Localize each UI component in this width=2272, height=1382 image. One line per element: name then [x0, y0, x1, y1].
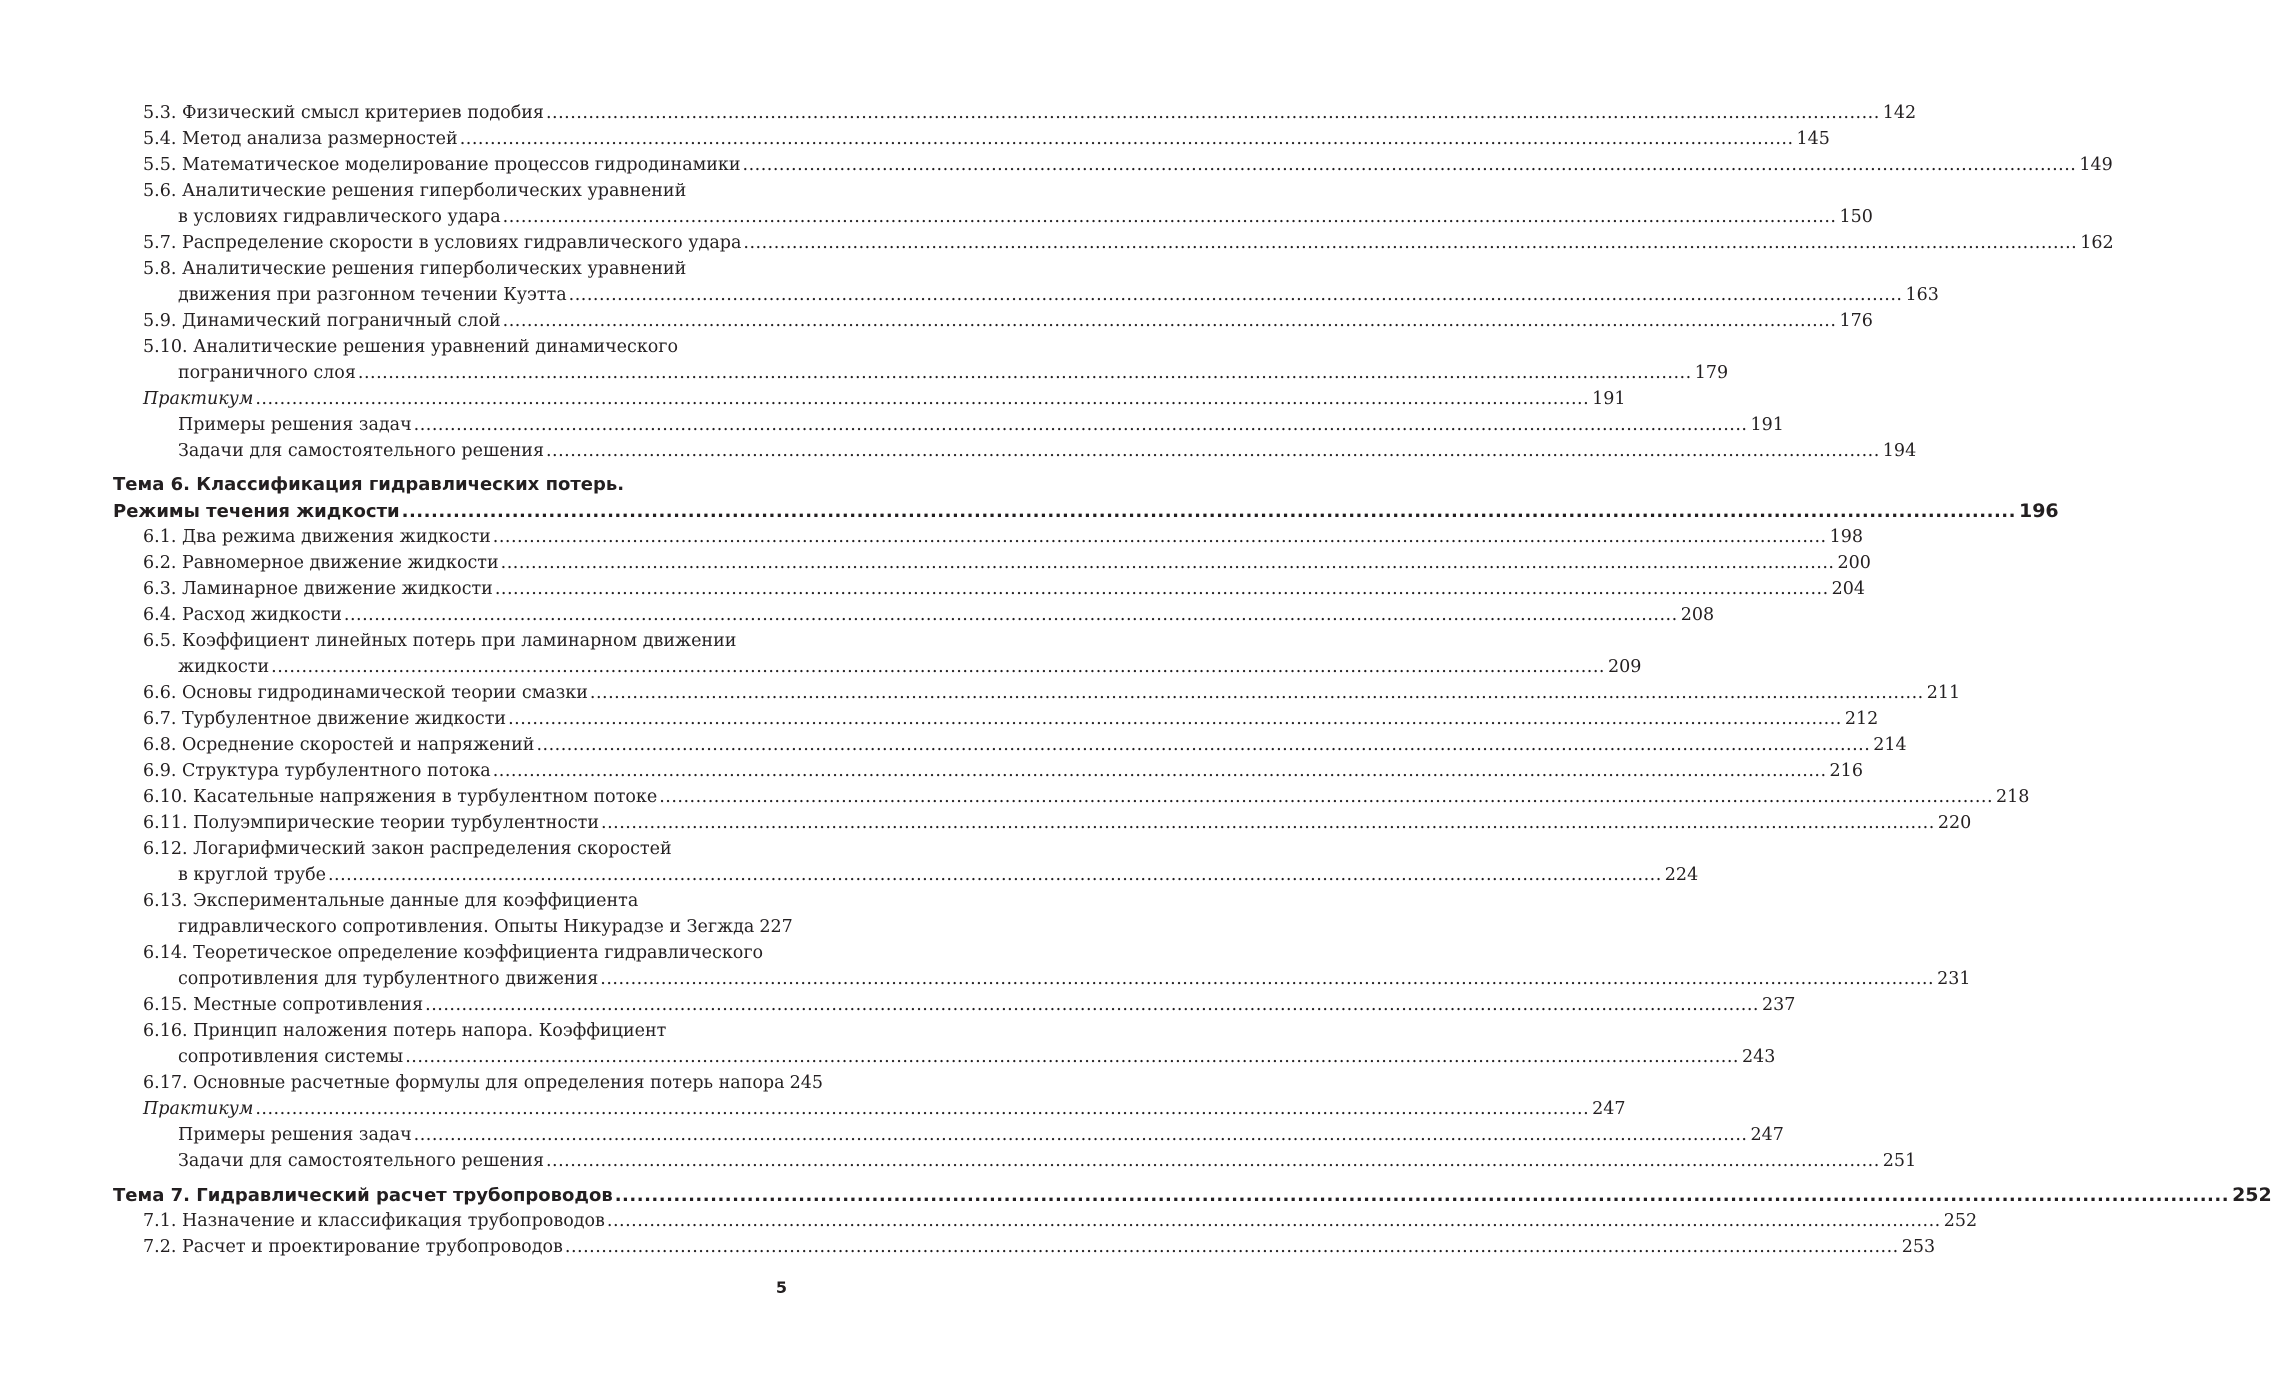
toc-entry-title: Задачи для самостоятельного решения	[178, 441, 544, 461]
dot-leader: ............................................................................................................................................................................................................................	[494, 579, 1829, 599]
toc-page-number: 196	[2018, 500, 2059, 522]
toc-entry-title: в условиях гидравлического удара	[178, 207, 501, 227]
toc-entry	[0, 152, 2113, 178]
toc-line	[0, 308, 1873, 334]
toc-line	[0, 628, 787, 654]
dot-leader: ............................................................................................................................................................................................................................	[659, 787, 1994, 807]
dot-leader: ............................................................................................................................................................................................................................	[545, 103, 1880, 123]
toc-entry	[0, 334, 1729, 386]
toc-page-number: 145	[1796, 129, 1830, 149]
dot-leader: ............................................................................................................................................................................................................................	[492, 527, 1827, 547]
toc-line	[0, 204, 1873, 230]
toc-entry-title: 6.8. Осреднение скоростей и напряжений	[143, 735, 535, 755]
toc-line	[0, 386, 1626, 412]
toc-entry-title: движения при разгонном течении Куэтта	[178, 285, 567, 305]
dot-leader: ............................................................................................................................................................................................................................	[536, 735, 1871, 755]
toc-page-number: 194	[1882, 441, 1917, 461]
dot-leader: ............................................................................................................................................................................................................................	[327, 865, 1662, 885]
toc-entry	[0, 1208, 1978, 1234]
toc-entry-title: Примеры решения задач	[178, 1125, 412, 1145]
toc-page-number: 150	[1839, 207, 1873, 227]
toc-entry	[0, 992, 1796, 1018]
toc-line	[0, 940, 787, 966]
toc-line	[0, 654, 1642, 680]
dot-leader: ............................................................................................................................................................................................................................	[508, 709, 1842, 729]
toc-line	[0, 1070, 823, 1096]
toc-page-number: 251	[1882, 1151, 1917, 1171]
dot-leader: ............................................................................................................................................................................................................................	[601, 813, 1935, 833]
toc-entry	[0, 758, 1863, 784]
toc-line	[0, 152, 2113, 178]
dot-leader: ............................................................................................................................................................................................................................	[568, 285, 1903, 305]
toc-page-number: 149	[2079, 155, 2113, 175]
toc-page-number: 218	[1996, 787, 2030, 807]
toc-entry	[0, 784, 2030, 810]
toc-line	[0, 576, 1866, 602]
page-number: 5	[775, 1278, 787, 1297]
toc-entry-title: 6.2. Равномерное движение жидкости	[143, 553, 499, 573]
toc-entry-title: 6.12. Логарифмический закон распределения скоростей	[143, 839, 672, 859]
toc-entry-title: 5.8. Аналитические решения гиперболических уравнений	[143, 259, 687, 279]
toc-entry	[0, 1070, 900, 1096]
toc-line	[0, 810, 1972, 836]
toc-entry-title: сопротивления системы	[178, 1047, 404, 1067]
toc-line	[0, 1122, 1784, 1148]
toc-line	[0, 412, 1784, 438]
toc-line	[0, 498, 2059, 524]
dot-leader: ............................................................................................................................................................................................................................	[413, 1125, 1748, 1145]
toc-page-number: 245	[789, 1073, 823, 1093]
toc-entry	[0, 680, 1961, 706]
toc-page-number: 179	[1694, 363, 1729, 383]
toc-entry-title: 6.17. Основные расчетные формулы для определения потерь напора	[143, 1073, 785, 1093]
dot-leader: ............................................................................................................................................................................................................................	[255, 389, 1590, 409]
toc-page-number: 163	[1905, 285, 1939, 305]
dot-leader: ............................................................................................................................................................................................................................	[405, 1047, 1739, 1067]
toc-entry	[0, 1122, 1784, 1148]
toc-entry-title: 6.5. Коэффициент линейных потерь при ламинарном движении	[143, 631, 737, 651]
toc-line	[0, 888, 787, 914]
toc-page-number: 208	[1680, 605, 1715, 625]
toc-line	[0, 992, 1796, 1018]
toc-entry-title: 5.10. Аналитические решения уравнений динамического	[143, 337, 679, 357]
dot-leader: ............................................................................................................................................................................................................................	[600, 969, 1935, 989]
toc-line	[0, 100, 1917, 126]
toc-page-number: 209	[1607, 657, 1642, 677]
toc-page-number: 253	[1901, 1237, 1936, 1257]
toc-entry	[0, 810, 1972, 836]
dot-leader: ............................................................................................................................................................................................................................	[500, 553, 1835, 573]
toc-entry	[0, 386, 1626, 412]
toc-entry-title: 6.6. Основы гидродинамической теории смазки	[143, 683, 588, 703]
toc-entry	[0, 836, 1699, 888]
toc-entry-title: Режимы течения жидкости	[113, 501, 400, 522]
toc-entry	[0, 576, 1866, 602]
toc-line	[0, 966, 1971, 992]
toc-entry-title: 5.4. Метод анализа размерностей	[143, 129, 458, 149]
toc-entry	[0, 126, 1830, 152]
toc-line	[0, 706, 1879, 732]
toc-entry-title: 5.6. Аналитические решения гиперболических уравнений	[143, 181, 687, 201]
toc-entry-title: Примеры решения задач	[178, 415, 412, 435]
dot-leader: ............................................................................................................................................................................................................................	[357, 363, 1692, 383]
toc-entry-title: 6.9. Структура турбулентного потока	[143, 761, 491, 781]
toc-entry	[0, 602, 1715, 628]
toc-line	[0, 438, 1917, 464]
toc-page-number: 198	[1829, 527, 1864, 547]
toc-entry-title: 6.15. Местные сопротивления	[143, 995, 424, 1015]
toc-line	[0, 1018, 787, 1044]
toc-line	[0, 230, 2114, 256]
toc-page-number: 220	[1937, 813, 1972, 833]
toc-entry	[0, 178, 1873, 230]
toc-entry	[0, 100, 1917, 126]
toc-page-number: 224	[1664, 865, 1699, 885]
toc-entry	[0, 256, 1939, 308]
toc-entry-title: Практикум	[143, 389, 254, 409]
toc-line	[0, 758, 1863, 784]
toc-page-number: 247	[1750, 1125, 1784, 1145]
toc-entry-title: гидравлического сопротивления. Опыты Никурадзе и Зегжда	[178, 917, 755, 937]
toc-page-number: 214	[1873, 735, 1907, 755]
toc-line	[0, 836, 787, 862]
toc-entry-title: пограничного слоя	[178, 363, 356, 383]
toc-entry	[0, 1096, 1626, 1122]
dot-leader: ............................................................................................................................................................................................................................	[589, 683, 1924, 703]
toc-line	[0, 1182, 2272, 1208]
toc-entry	[0, 628, 1642, 680]
toc-entry	[0, 550, 1871, 576]
dot-leader: ............................................................................................................................................................................................................................	[425, 995, 1759, 1015]
toc-entry	[0, 438, 1917, 464]
toc-line	[0, 178, 787, 204]
dot-leader: ............................................................................................................................................................................................................................	[502, 207, 1837, 227]
toc-page-number: 142	[1882, 103, 1917, 123]
toc-entry	[0, 230, 2114, 256]
dot-leader: ............................................................................................................................................................................................................................	[545, 441, 1880, 461]
dot-leader: ............................................................................................................................................................................................................................	[502, 311, 1837, 331]
toc-entry	[0, 308, 1873, 334]
toc-entry-title: 7.2. Расчет и проектирование трубопроводов	[143, 1237, 563, 1257]
toc-entry-title: жидкости	[178, 657, 270, 677]
toc-line	[0, 1234, 1936, 1260]
dot-leader: ............................................................................................................................................................................................................................	[401, 501, 2016, 522]
toc-page-number: 243	[1742, 1047, 1776, 1067]
toc-entry-title: 5.9. Динамический пограничный слой	[143, 311, 501, 331]
toc-entry-title: 5.7. Распределение скорости в условиях гидравлического удара	[143, 233, 742, 253]
toc-page-number: 237	[1761, 995, 1796, 1015]
toc-line	[0, 784, 2030, 810]
toc-entry-title: Тема 6. Классификация гидравлических потерь.	[113, 474, 625, 495]
toc-page-number: 191	[1592, 389, 1626, 409]
dot-leader: ............................................................................................................................................................................................................................	[343, 605, 1678, 625]
toc-entry-title: Тема 7. Гидравлический расчет трубопроводов	[113, 1185, 613, 1206]
toc-page-number: 252	[1943, 1211, 1978, 1231]
toc-entry	[0, 1234, 1936, 1260]
toc-line	[0, 472, 787, 498]
dot-leader: ............................................................................................................................................................................................................................	[606, 1211, 1941, 1231]
dot-leader: ............................................................................................................................................................................................................................	[255, 1099, 1590, 1119]
toc-page-number: 231	[1937, 969, 1971, 989]
toc-line	[0, 256, 787, 282]
toc-entry-title: 6.4. Расход жидкости	[143, 605, 342, 625]
dot-leader: ............................................................................................................................................................................................................................	[743, 233, 2078, 253]
toc-page-number: 216	[1829, 761, 1863, 781]
toc-line	[0, 524, 1864, 550]
toc-entry-title: 6.13. Экспериментальные данные для коэффициента	[143, 891, 639, 911]
toc-entry-title: Задачи для самостоятельного решения	[178, 1151, 544, 1171]
toc-page-number: 204	[1831, 579, 1866, 599]
toc-page-number: 212	[1844, 709, 1879, 729]
toc-topic-entry	[0, 1182, 2272, 1208]
toc-line	[0, 680, 1961, 706]
toc-page-number: 247	[1592, 1099, 1626, 1119]
toc-page-number: 211	[1926, 683, 1961, 703]
toc-line	[0, 1096, 1626, 1122]
toc-line	[0, 126, 1830, 152]
dot-leader: ............................................................................................................................................................................................................................	[271, 657, 1605, 677]
toc-page-number: 191	[1750, 415, 1784, 435]
toc-line	[0, 334, 787, 360]
toc-line	[0, 602, 1715, 628]
toc-entry-title: Практикум	[143, 1099, 254, 1119]
toc-line	[0, 1044, 1776, 1070]
toc-entry-title: 6.7. Турбулентное движение жидкости	[143, 709, 507, 729]
toc-entry	[0, 940, 1971, 992]
dot-leader: ............................................................................................................................................................................................................................	[614, 1185, 2230, 1206]
dot-leader: ............................................................................................................................................................................................................................	[564, 1237, 1899, 1257]
toc-line	[0, 282, 1939, 308]
toc-topic-entry	[0, 472, 2059, 524]
dot-leader: ............................................................................................................................................................................................................................	[492, 761, 1827, 781]
toc-entry-title: 6.10. Касательные напряжения в турбулентном потоке	[143, 787, 658, 807]
toc-page-number: 176	[1839, 311, 1873, 331]
toc-entry-title: 6.3. Ламинарное движение жидкости	[143, 579, 493, 599]
toc-entry	[0, 888, 900, 940]
toc-page-number: 252	[2232, 1184, 2272, 1206]
toc-entry	[0, 732, 1907, 758]
toc-line	[0, 1148, 1917, 1174]
toc-line	[0, 862, 1699, 888]
toc-entry-title: 6.14. Теоретическое определение коэффициента гидравлического	[143, 943, 764, 963]
toc-entry-title: 5.5. Математическое моделирование процессов гидродинамики	[143, 155, 741, 175]
toc-entry	[0, 706, 1879, 732]
toc-entry-title: 6.11. Полуэмпирические теории турбулентности	[143, 813, 599, 833]
toc-entry-title: 6.1. Два режима движения жидкости	[143, 527, 491, 547]
toc-page-number: 227	[759, 917, 793, 937]
toc-entry-title: сопротивления для турбулентного движения	[178, 969, 599, 989]
toc-entry-title: 5.3. Физический смысл критериев подобия	[143, 103, 544, 123]
toc-entry	[0, 524, 1864, 550]
toc-entry-title: 6.16. Принцип наложения потерь напора. Коэффициент	[143, 1021, 667, 1041]
toc-entry-title: в круглой трубе	[178, 865, 326, 885]
toc-line	[0, 732, 1907, 758]
toc-line	[0, 550, 1871, 576]
dot-leader: ............................................................................................................................................................................................................................	[459, 129, 1794, 149]
dot-leader: ............................................................................................................................................................................................................................	[545, 1151, 1880, 1171]
toc-entry-title: 7.1. Назначение и классификация трубопроводов	[143, 1211, 605, 1231]
toc-line	[0, 1208, 1978, 1234]
table-of-contents	[0, 100, 2272, 1260]
toc-entry	[0, 412, 1784, 438]
toc-page-number: 162	[2080, 233, 2114, 253]
toc-line	[0, 360, 1729, 386]
dot-leader: ............................................................................................................................................................................................................................	[742, 155, 2077, 175]
toc-entry	[0, 1018, 1776, 1070]
toc-entry	[0, 1148, 1917, 1174]
dot-leader: ............................................................................................................................................................................................................................	[413, 415, 1748, 435]
toc-line	[0, 914, 793, 940]
toc-page-number: 200	[1837, 553, 1871, 573]
